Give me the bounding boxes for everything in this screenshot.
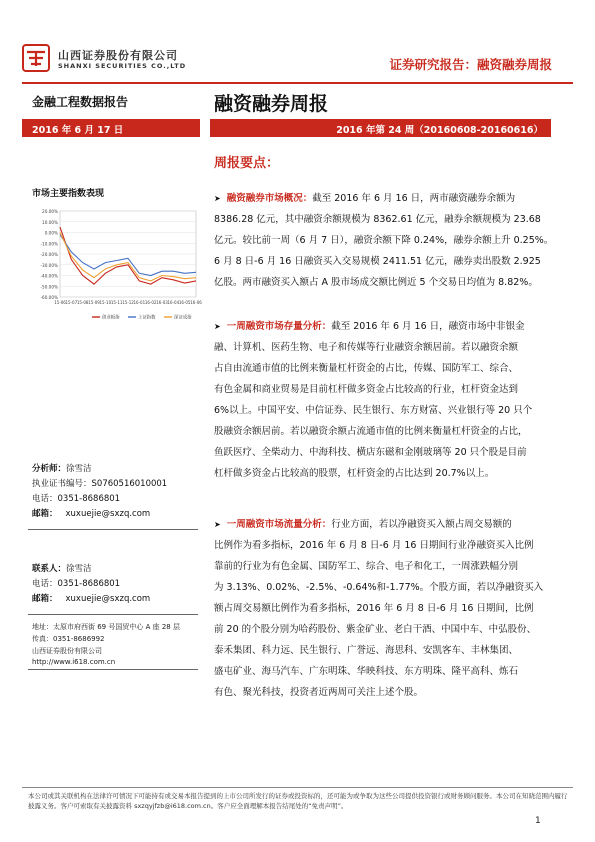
series-line (60, 233, 196, 281)
x-tick-label: 16-01 (133, 300, 146, 305)
sidebar-divider (28, 669, 198, 670)
company-name-en: SHANXI SECURITIES CO.,LTD (58, 62, 187, 70)
page-number: 1 (535, 816, 541, 826)
paragraph-line: 股融资余额居前。若以融资余额占流通市值的比例来衡量杠杆资金的占比， (214, 426, 528, 437)
sidebar-divider (28, 529, 198, 530)
x-tick-label: 15-09 (88, 300, 100, 305)
email-value[interactable]: xuxuejie@sxzq.com (65, 509, 151, 519)
report-date: 2016 年 6 月 17 日 (32, 125, 124, 136)
paragraph-line: 行业方面，若以净融资买入额占周交易额的 (331, 519, 512, 530)
paragraph-line: 有色金属和商业贸易是目前杠杆做多资金占比较高的行业，杠杆资金达到 (214, 384, 519, 395)
y-tick-label: 20.00% (42, 209, 58, 214)
paragraph-line: 鱼跃医疗、全柴动力、中海科技、横店东磁和金刚玻璃等 20 只个股是目前 (214, 447, 527, 458)
disclaimer: 本公司或其关联机构在法律许可情况下可能持有或交易本报告提到的上市公司所发行的证券或投资标的，还可能为或争取为这些公司提供投资银行或财务顾问服务。本公司在知晓范围内履行披露义务。客户可索取有关披露资料 sxzqyjfzb@i618.com.cn。客户应全面理解本报告结尾处的“免责声明”。 (28, 792, 568, 810)
report-week: 2016 年第 24 周（20160608-20160616） (336, 125, 543, 136)
phone-row (32, 492, 120, 504)
paragraph-lead: 一周融资市场流量分析： (226, 519, 332, 530)
cert-number: S0760516010001 (91, 479, 168, 489)
date-bar (22, 119, 200, 137)
email-row (32, 507, 150, 519)
section-title: 周报要点： (214, 156, 280, 171)
y-tick-label: -50.00% (40, 284, 58, 290)
series-line (60, 235, 196, 276)
company-logo-icon (22, 44, 50, 72)
y-tick-label: -40.00% (40, 273, 58, 279)
x-tick-label: 15-12 (122, 300, 134, 305)
organization: 山西证券股份有限公司 (32, 647, 102, 655)
index-performance-chart (30, 205, 200, 325)
x-tick-label: 15-11 (110, 300, 123, 305)
contact-phone-label: 电话： (32, 579, 58, 589)
stock-analysis-paragraph (214, 316, 552, 484)
paragraph-line: 融、计算机、医药生物、电子和传媒等行业融资余额居前。若以融资余额 (214, 342, 519, 353)
analyst-label: 分析师： (32, 464, 67, 474)
paragraph-line: 占自由流通市值的比例来衡量杠杆资金的占比，传媒、国防军工、综合、 (214, 363, 519, 374)
fax: 传真：0351-8686992 (32, 635, 105, 643)
paragraph-lead: 融资融券市场概况： (226, 193, 313, 204)
sidebar-divider (28, 614, 198, 615)
phone-label: 电话： (32, 494, 58, 504)
y-tick-label: -10.00% (40, 241, 58, 247)
arrow-bullet-icon: ➤ (214, 194, 221, 203)
x-tick-label: 16-02 (144, 300, 157, 305)
y-tick-label: 10.00% (42, 219, 58, 225)
paragraph-line: 亿元。较比前一周（6 月 7 日），融资余额下降 0.24%，融券余额上升 0.25%。 (214, 235, 554, 246)
chart-title: 市场主要指数表现 (32, 189, 105, 199)
legend-label: 上证指数 (138, 315, 156, 321)
x-tick-label: 16-04 (167, 300, 180, 305)
week-bar (210, 119, 551, 137)
paragraph-line: 前 20 的个股分别为哈药股份、紫金矿业、老白干酒、中国中车、中弘股份、 (214, 624, 537, 635)
x-tick-label: 15-10 (99, 300, 112, 305)
paragraph-line: 亿股。两市融资买入额占 A 股市场成交额比例近 5 个交易日均值为 8.82%。 (214, 277, 538, 288)
paragraph-line: 靠前的行业为有色金属、国防军工、综合、电子和化工，一周涨跌幅分别 (214, 561, 519, 572)
paragraph-line: 有色、聚光科技，投资者近两周可关注上述个股。 (214, 687, 424, 698)
contact-phone-row (32, 577, 120, 589)
paragraph-line: 6 月 8 日-6 月 16 日融资买入交易规模 2411.51 亿元，融券卖出股数 2.925 (214, 256, 541, 267)
email-label: 邮箱： (32, 509, 58, 519)
footer-divider (22, 787, 573, 788)
header-divider (22, 82, 573, 84)
contact-row (32, 562, 92, 574)
contact-email-row (32, 592, 150, 604)
paragraph-line: 6%以上。中国平安、中信证券、民生银行、东方财富、兴业银行等 20 只个 (214, 405, 533, 416)
x-tick-label: 15-07 (65, 300, 78, 305)
paragraph-line: 截至 2016 年 6 月 16 日，融资市场中非银金 (331, 321, 525, 332)
address: 地址：太原市府西街 69 号国贸中心 A 座 28 层 (32, 623, 180, 631)
contact-label: 联系人： (32, 564, 67, 574)
paragraph-line: 盛屯矿业、海马汽车、广东明珠、华映科技、东方明珠、隆平高科、炼石 (214, 666, 519, 677)
y-tick-label: -60.00% (40, 295, 58, 300)
phone-value: 0351-8686801 (57, 494, 121, 504)
y-tick-label: -20.00% (40, 252, 58, 257)
cert-label: 执业证书编号： (32, 479, 92, 489)
paragraph-line: 杠杆做多资金占比较高的股票，杠杆资金的占比达到 20.7%以上。 (214, 468, 495, 479)
analyst-row (32, 462, 92, 474)
x-tick-label: 15-06 (54, 300, 66, 305)
contact-email-value[interactable]: xuxuejie@sxzq.com (65, 594, 151, 604)
market-overview-paragraph (214, 188, 552, 293)
legend-label: 创业板指 (102, 315, 120, 321)
legend-label: 深证成指 (174, 315, 192, 321)
paragraph-line: 额占周交易额比例作为看多指标，2016 年 6 月 8 日-6 月 16 日期间，比例 (214, 603, 534, 614)
paragraph-line: 泰禾集团、科力远、民生银行、广誉远、海思科、安凯客车、丰林集团、 (214, 645, 519, 656)
paragraph-line: 8386.28 亿元，其中融资余额规模为 8362.61 亿元，融券余额规模为 23.68 (214, 214, 541, 225)
cert-row (32, 477, 167, 489)
contact-phone-value: 0351-8686801 (57, 579, 121, 589)
y-tick-label: -30.00% (40, 262, 58, 268)
flow-analysis-paragraph (214, 514, 552, 703)
x-tick-label: 15-08 (76, 300, 89, 305)
website-link[interactable]: http://www.i618.com.cn (32, 658, 116, 666)
paragraph-lead: 一周融资市场存量分析： (226, 321, 332, 332)
arrow-bullet-icon: ➤ (214, 322, 221, 331)
report-type-label: 证券研究报告：融资融券周报 (389, 57, 552, 72)
paragraph-line: 比例作为看多指标，2016 年 6 月 8 日-6 月 16 日期间行业净融资买入比例 (214, 540, 534, 551)
analyst-name: 徐雪洁 (66, 464, 92, 474)
x-tick-label: 16-06 (190, 300, 202, 305)
paragraph-line: 截至 2016 年 6 月 16 日，两市融资融券余额为 (312, 193, 516, 204)
x-tick-label: 16-05 (178, 300, 191, 305)
page-title: 融资融券周报 (214, 93, 329, 115)
x-tick-label: 16-03 (156, 300, 168, 305)
arrow-bullet-icon: ➤ (214, 520, 221, 529)
y-tick-label: 0.00% (44, 230, 58, 236)
company-name-cn: 山西证券股份有限公司 (58, 49, 178, 62)
report-category: 金融工程数据报告 (32, 95, 129, 109)
paragraph-line: 为 3.13%、0.02%、-2.5%、-0.64%和-1.77%。个股方面，若以净融资买入 (214, 582, 544, 593)
contact-email-label: 邮箱： (32, 594, 58, 604)
contact-name: 徐雪洁 (66, 564, 92, 574)
